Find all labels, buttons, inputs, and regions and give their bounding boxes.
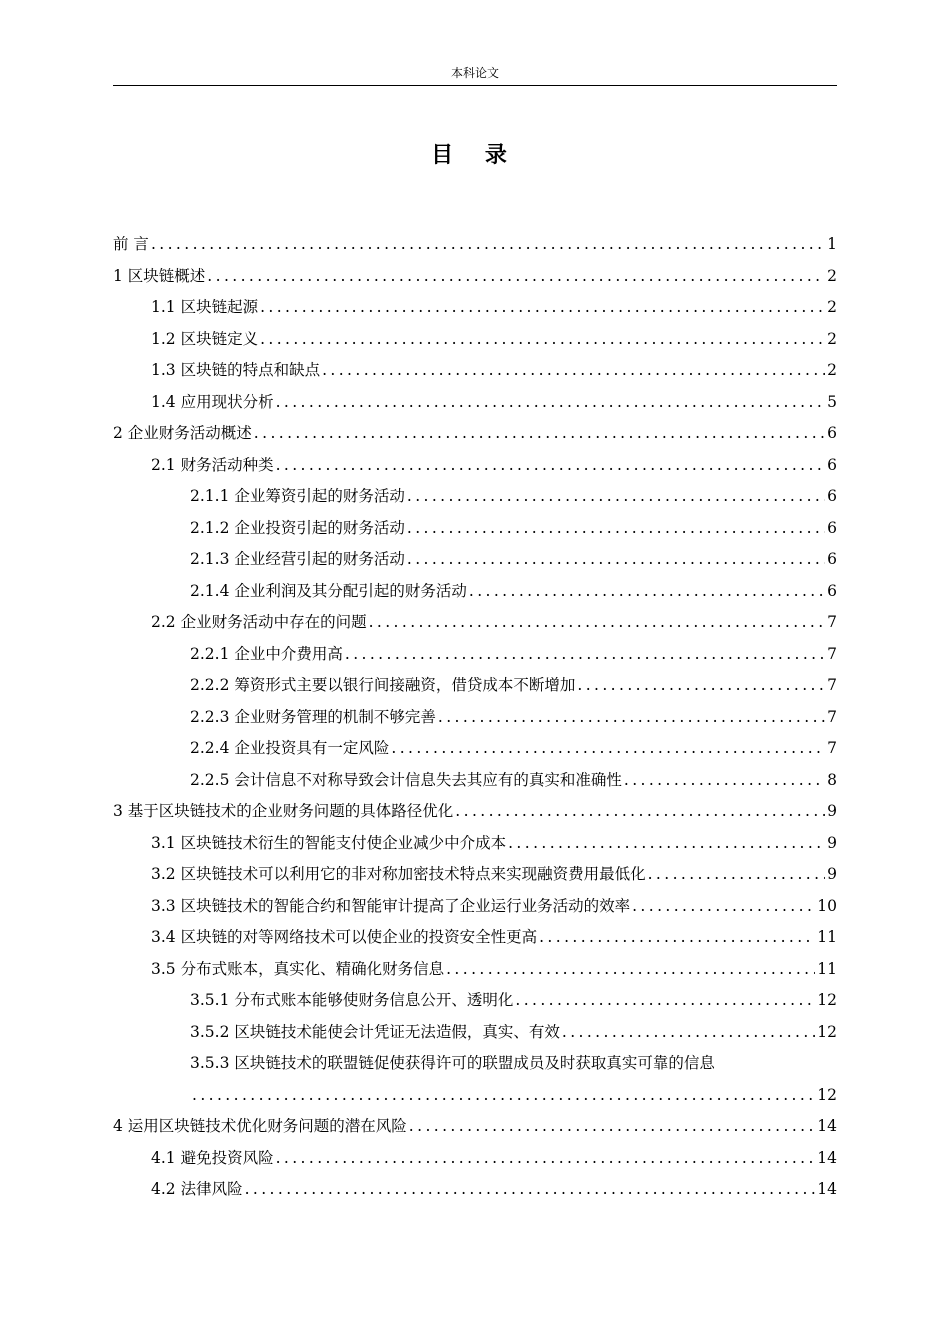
toc-leader-dots — [648, 859, 826, 891]
toc-entry[interactable] — [113, 733, 837, 765]
toc-entry[interactable] — [113, 954, 837, 986]
toc-entry[interactable] — [113, 607, 837, 639]
toc-entry-page: 5 — [827, 392, 837, 411]
toc-entry[interactable] — [113, 261, 837, 293]
toc-entry-page: 12 — [817, 1022, 837, 1041]
toc-leader-dots — [322, 355, 825, 387]
toc-leader-dots — [192, 1080, 815, 1112]
toc-entry-page: 8 — [827, 770, 837, 789]
toc-entry[interactable] — [113, 1017, 837, 1049]
toc-entry-page: 1 — [827, 235, 837, 253]
toc-leader-dots — [276, 450, 826, 482]
toc-entry-label: 2.2.3 企业财务管理的机制不够完善 — [190, 707, 436, 726]
toc-entry-label: 3.5 分布式账本，真实化、精确化财务信息 — [151, 959, 445, 978]
toc-entry-page: 2 — [827, 266, 837, 285]
toc-entry-label: 2.1.1 企业筹资引起的财务活动 — [190, 487, 405, 505]
toc-entry-label: 2.1 财务活动种类 — [151, 455, 274, 474]
toc-entry[interactable] — [113, 324, 837, 356]
toc-entry[interactable] — [113, 1048, 837, 1080]
toc-entry-label: 3.5.1 分布式账本能够使财务信息公开、透明化 — [190, 991, 514, 1009]
toc-entry-page: 6 — [827, 581, 837, 600]
toc-entry-page: 9 — [827, 833, 837, 852]
toc-leader-dots — [407, 544, 825, 576]
toc-entry[interactable] — [113, 481, 837, 513]
toc-entry-page: 9 — [827, 865, 837, 883]
toc-entry[interactable] — [113, 859, 837, 891]
toc-leader-dots — [391, 733, 825, 765]
toc-leader-dots — [515, 985, 815, 1017]
toc-leader-dots — [577, 670, 825, 702]
page-title: 目 录 — [431, 143, 519, 168]
toc-entry-label: 4 运用区块链技术优化财务问题的潜在风险 — [113, 1117, 407, 1135]
toc-entry[interactable] — [113, 891, 837, 923]
toc-entry[interactable] — [113, 544, 837, 576]
toc-entry-label: 前 言 — [113, 235, 149, 253]
toc-entry[interactable] — [113, 702, 837, 734]
toc-entry[interactable] — [113, 828, 837, 860]
toc-leader-dots — [369, 607, 826, 639]
toc-leader-dots — [276, 387, 826, 419]
toc-entry[interactable] — [113, 292, 837, 324]
toc-entry-page: 10 — [817, 896, 837, 915]
toc-entry-page: 2 — [827, 361, 837, 379]
toc-entry-page: 12 — [817, 991, 837, 1009]
toc-entry-label: 1 区块链概述 — [113, 266, 206, 285]
toc-entry[interactable] — [113, 513, 837, 545]
toc-entry-page: 6 — [827, 455, 837, 474]
toc-entry-page: 14 — [817, 1180, 837, 1198]
toc-entry-label: 1.3 区块链的特点和缺点 — [151, 361, 321, 379]
toc-entry-label: 2.2.4 企业投资具有一定风险 — [190, 739, 390, 757]
toc-entry-continuation[interactable] — [113, 1080, 837, 1112]
toc-entry-label: 3.3 区块链技术的智能合约和智能审计提高了企业运行业务活动的效率 — [151, 896, 631, 915]
toc-entry-label: 2.1.4 企业利润及其分配引起的财务活动 — [190, 581, 467, 600]
toc-entry-page: 2 — [827, 329, 837, 348]
toc-leader-dots — [207, 261, 825, 293]
toc-entry-label: 1.2 区块链定义 — [151, 329, 259, 348]
toc-entry[interactable] — [113, 1174, 837, 1206]
toc-entry-page: 6 — [827, 424, 837, 442]
toc-entry[interactable] — [113, 576, 837, 608]
toc-leader-dots — [260, 292, 825, 324]
toc-leader-dots — [254, 418, 825, 450]
toc-entry-label: 3.2 区块链技术可以利用它的非对称加密技术特点来实现融资费用最低化 — [151, 865, 646, 883]
toc-entry[interactable] — [113, 1143, 837, 1175]
toc-entry-page: 7 — [827, 707, 837, 726]
toc-entry-label: 2 企业财务活动概述 — [113, 424, 252, 442]
toc-entry[interactable] — [113, 985, 837, 1017]
toc-entry-label: 3.5.3 区块链技术的联盟链促使获得许可的联盟成员及时获取真实可靠的信息 — [190, 1054, 715, 1072]
toc-leader-dots — [345, 639, 825, 671]
toc-leader-dots — [469, 576, 825, 608]
toc-entry-page: 7 — [827, 613, 837, 631]
toc-leader-dots — [562, 1017, 815, 1049]
toc-entry-page: 2 — [827, 298, 837, 316]
page-header: 本科论文 — [450, 66, 499, 80]
toc-leader-dots — [632, 891, 815, 923]
toc-entry-page: 6 — [827, 550, 837, 568]
toc-entry-label: 1.1 区块链起源 — [151, 298, 259, 316]
toc-entry[interactable] — [113, 796, 837, 828]
table-of-contents — [113, 229, 837, 1206]
toc-entry[interactable] — [113, 418, 837, 450]
toc-entry-page: 11 — [817, 928, 837, 946]
toc-entry-page: 6 — [827, 487, 837, 505]
toc-entry-page: 7 — [827, 676, 837, 694]
toc-entry-label: 4.2 法律风险 — [151, 1180, 243, 1198]
toc-entry-label: 2.2.1 企业中介费用高 — [190, 644, 343, 663]
toc-entry[interactable] — [113, 670, 837, 702]
toc-leader-dots — [245, 1174, 816, 1206]
toc-entry-label: 3.4 区块链的对等网络技术可以使企业的投资安全性更高 — [151, 928, 538, 946]
toc-entry-label: 2.2.5 会计信息不对称导致会计信息失去其应有的真实和准确性 — [190, 770, 622, 789]
toc-entry-label: 2.1.2 企业投资引起的财务活动 — [190, 518, 405, 537]
toc-entry[interactable] — [113, 355, 837, 387]
toc-entry-page: 14 — [817, 1148, 837, 1167]
toc-entry[interactable] — [113, 387, 837, 419]
toc-leader-dots — [438, 702, 825, 734]
header-rule — [113, 85, 837, 86]
toc-entry-page: 7 — [827, 644, 837, 663]
toc-entry-page: 9 — [827, 802, 837, 820]
toc-entry-label: 3 基于区块链技术的企业财务问题的具体路径优化 — [113, 802, 454, 820]
toc-leader-dots — [508, 828, 825, 860]
toc-entry-page: 11 — [817, 959, 837, 978]
toc-entry-page: 6 — [827, 518, 837, 537]
toc-entry-label: 3.5.2 区块链技术能使会计凭证无法造假，真实、有效 — [190, 1022, 560, 1041]
toc-leader-dots — [446, 954, 815, 986]
toc-leader-dots — [407, 481, 825, 513]
toc-leader-dots — [407, 513, 825, 545]
toc-entry-label: 4.1 避免投资风险 — [151, 1148, 274, 1167]
toc-leader-dots — [276, 1143, 816, 1175]
toc-entry[interactable] — [113, 229, 837, 261]
toc-leader-dots — [151, 229, 825, 261]
toc-entry[interactable] — [113, 639, 837, 671]
toc-leader-dots — [624, 765, 825, 797]
toc-leader-dots — [455, 796, 825, 828]
toc-entry-page: 14 — [817, 1117, 837, 1135]
toc-leader-dots — [260, 324, 825, 356]
toc-entry-label: 2.2.2 筹资形式主要以银行间接融资，借贷成本不断增加 — [190, 676, 576, 694]
toc-entry[interactable] — [113, 450, 837, 482]
toc-entry[interactable] — [113, 765, 837, 797]
toc-entry[interactable] — [113, 922, 837, 954]
toc-leader-dots — [539, 922, 815, 954]
toc-entry-label: 3.1 区块链技术衍生的智能支付使企业减少中介成本 — [151, 833, 507, 852]
toc-entry-page: 12 — [817, 1085, 837, 1104]
toc-leader-dots — [409, 1111, 815, 1143]
toc-entry-page: 7 — [827, 739, 837, 757]
toc-entry-label: 1.4 应用现状分析 — [151, 392, 274, 411]
toc-entry-label: 2.2 企业财务活动中存在的问题 — [151, 613, 367, 631]
toc-entry-label: 2.1.3 企业经营引起的财务活动 — [190, 550, 405, 568]
toc-entry[interactable] — [113, 1111, 837, 1143]
